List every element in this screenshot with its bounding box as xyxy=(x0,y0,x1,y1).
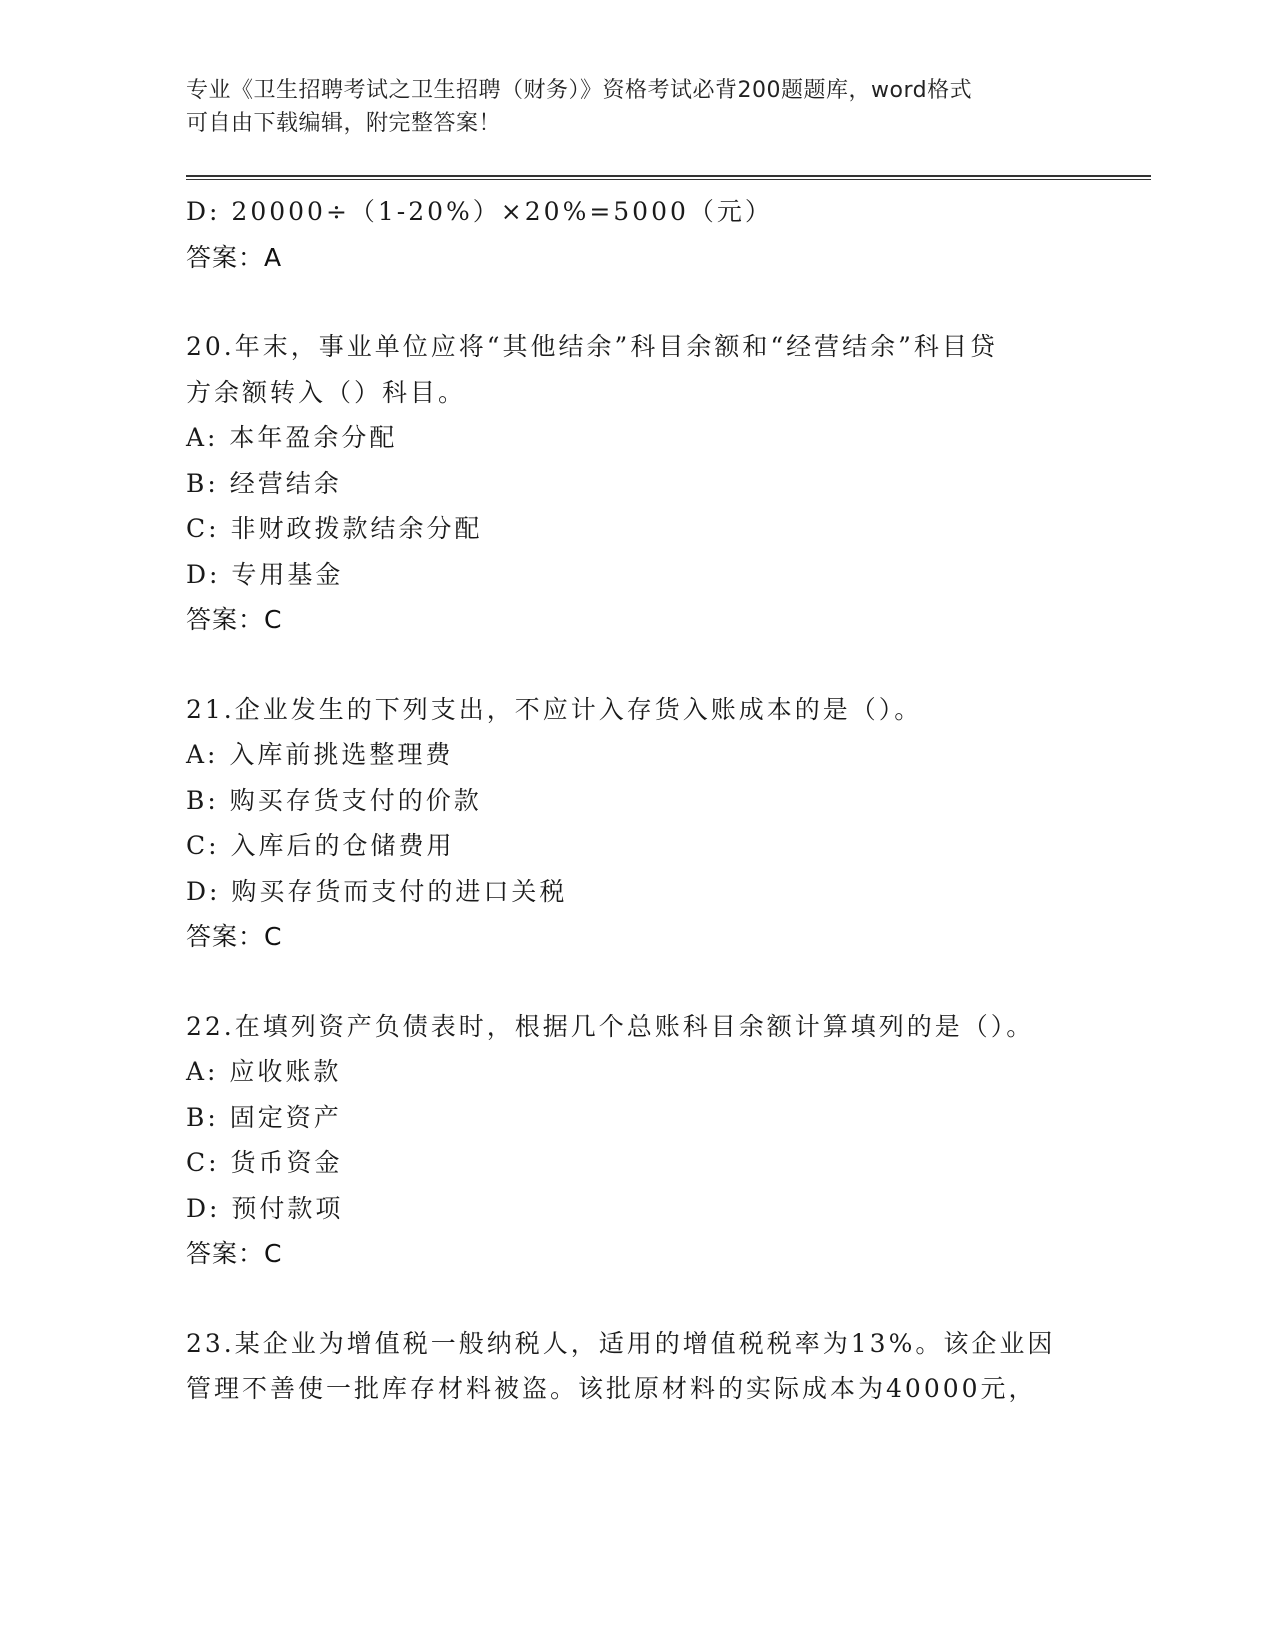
option-d: D: 专用基金 xyxy=(186,559,344,589)
header-rule xyxy=(186,175,1151,180)
option-c: C: 非财政拨款结余分配 xyxy=(186,514,483,543)
option-b: B: 购买存货支付的价款 xyxy=(186,785,482,815)
answer-line: 答案：A xyxy=(186,242,283,272)
answer-line: 答案：C xyxy=(186,1239,283,1268)
page-header xyxy=(186,74,1076,140)
option-a: A: 入库前挑选整理费 xyxy=(186,740,454,769)
option-b: B: 固定资产 xyxy=(186,1102,342,1132)
option-b: B: 经营结余 xyxy=(186,468,342,498)
option-a: A: 本年盈余分配 xyxy=(186,423,398,452)
option-d: D: 购买存货而支付的进口关税 xyxy=(186,876,568,906)
option-c: C: 入库后的仓储费用 xyxy=(186,831,455,860)
question-stem: 21.企业发生的下列支出，不应计入存货入账成本的是（）。 xyxy=(186,694,923,724)
question-stem: 方余额转入（）科目。 xyxy=(186,377,467,407)
question-stem: 20.年末，事业单位应将“其他结余”科目余额和“经营结余”科目贷 xyxy=(186,332,998,361)
question-20 xyxy=(186,324,1086,643)
question-23 xyxy=(186,1321,1086,1412)
answer-line: 答案：C xyxy=(186,922,283,951)
option-c: C: 货币资金 xyxy=(186,1148,343,1177)
question-stem: 管理不善使一批库存材料被盗。该批原材料的实际成本为40000元， xyxy=(186,1374,1037,1403)
question-22 xyxy=(186,1004,1086,1277)
header-line-2: 可自由下载编辑，附完整答案！ xyxy=(186,111,502,136)
option-d: D: 20000÷（1-20%）×20%=5000（元） xyxy=(186,197,773,226)
header-line-1: 专业《卫生招聘考试之卫生招聘（财务）》资格考试必背200题题库，word格式 xyxy=(186,78,973,103)
question-stem: 22.在填列资产负债表时，根据几个总账科目余额计算填列的是（）。 xyxy=(186,1011,1035,1041)
answer-line: 答案：C xyxy=(186,605,283,634)
question-stem: 23.某企业为增值税一般纳税人，适用的增值税税率为13%。该企业因 xyxy=(186,1328,1056,1358)
question-21 xyxy=(186,687,1086,960)
previous-question-tail xyxy=(186,189,1086,280)
document-body xyxy=(186,189,1086,1412)
option-a: A: 应收账款 xyxy=(186,1057,342,1086)
option-d: D: 预付款项 xyxy=(186,1193,344,1223)
